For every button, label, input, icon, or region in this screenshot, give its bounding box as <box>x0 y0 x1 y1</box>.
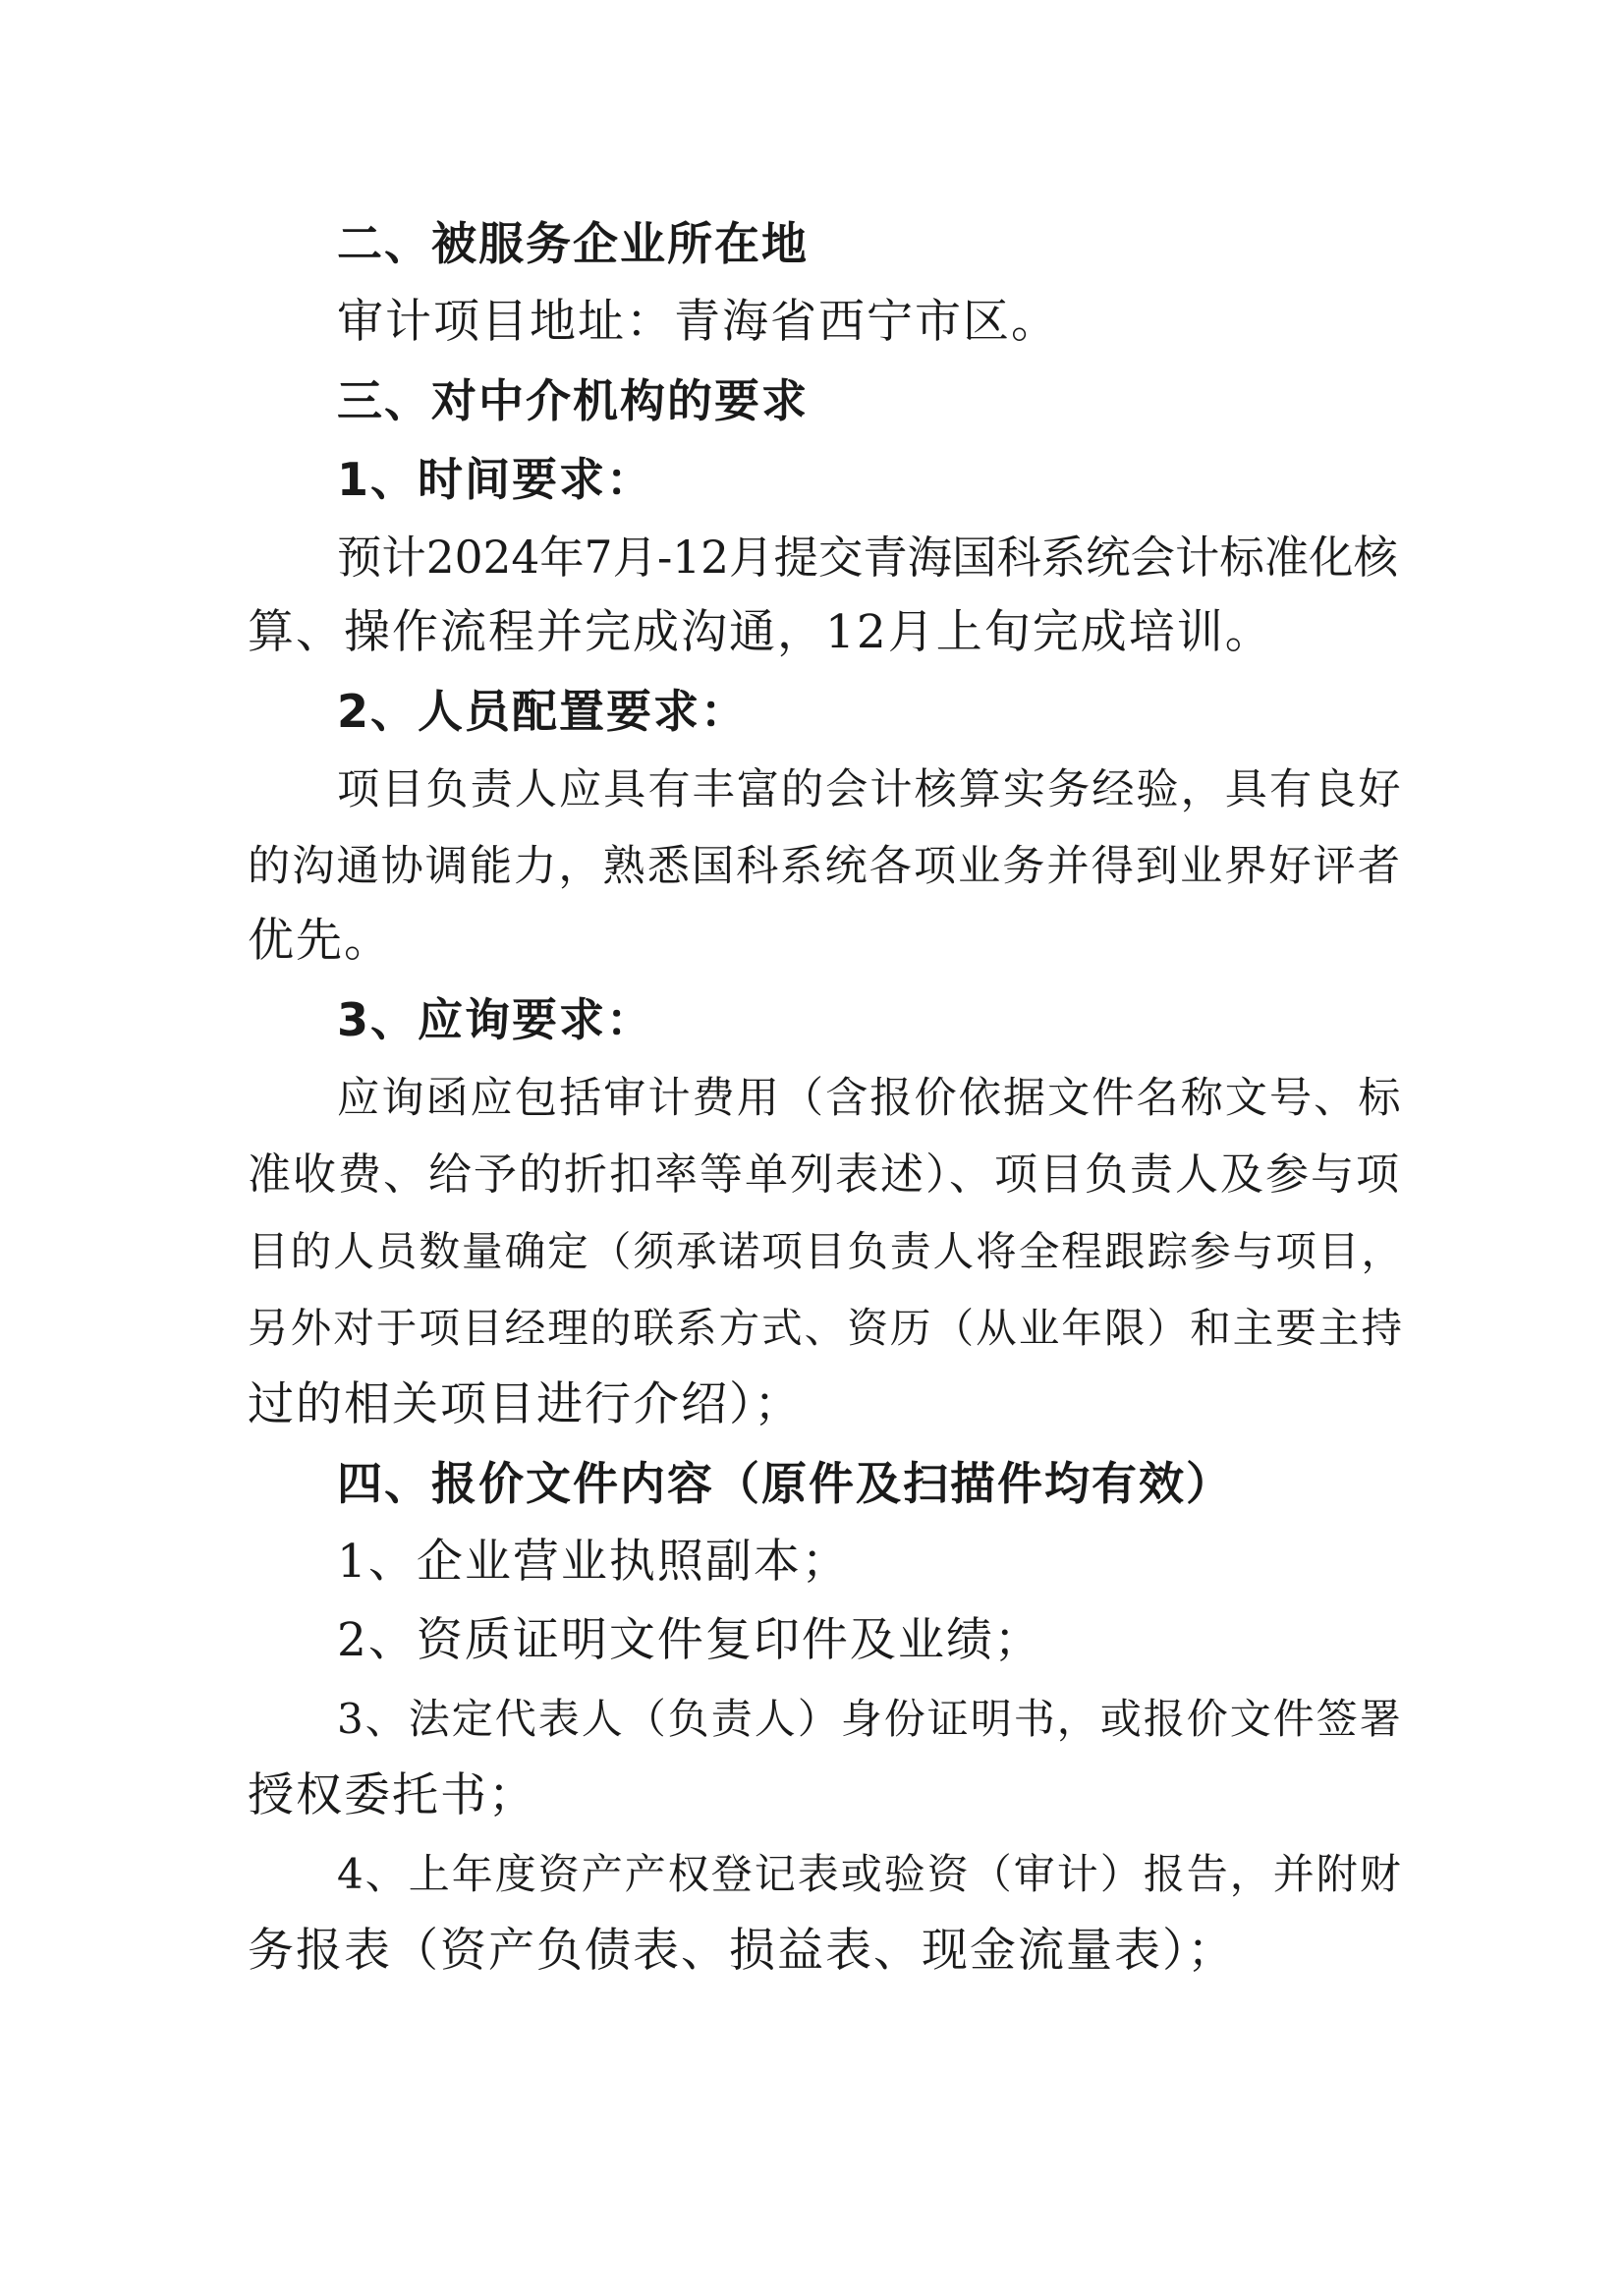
time-requirement-line-2: 算、操作流程并完成沟通，12月上旬完成培训。 <box>248 605 1273 659</box>
inquiry-requirement-line-5: 过的相关项目进行介绍）； <box>248 1377 803 1431</box>
doc-item-4-line-1: 4、上年度资产产权登记表或验资（审计）报告，并附财 <box>337 1850 1403 1898</box>
inquiry-requirement-line-1: 应询函应包括审计费用（含报价依据文件名称文号、标 <box>337 1074 1403 1123</box>
inquiry-requirement-heading: 3、应询要求： <box>337 993 654 1046</box>
audit-address-line: 审计项目地址：青海省西宁市区。 <box>337 295 1059 349</box>
doc-item-1: 1、企业营业执照副本； <box>337 1535 850 1589</box>
doc-item-2: 2、资质证明文件复印件及业绩； <box>337 1613 1042 1667</box>
section-3-heading: 三、对中介机构的要求 <box>337 374 809 427</box>
doc-item-3-line-2: 授权委托书； <box>248 1768 536 1822</box>
staff-requirement-heading: 2、人员配置要求： <box>337 685 749 738</box>
staff-requirement-line-1: 项目负责人应具有丰富的会计核算实务经验，具有良好 <box>337 765 1403 814</box>
time-requirement-line-1: 预计2024年7月-12月提交青海国科系统会计标准化核 <box>337 532 1398 584</box>
section-2-heading: 二、被服务企业所在地 <box>337 217 809 270</box>
time-requirement-heading: 1、时间要求： <box>337 453 654 506</box>
staff-requirement-line-3: 优先。 <box>248 914 392 968</box>
inquiry-requirement-line-3: 目的人员数量确定（须承诺项目负责人将全程跟踪参与项目， <box>248 1227 1405 1275</box>
doc-item-3-line-1: 3、法定代表人（负责人）身份证明书，或报价文件签署 <box>337 1695 1403 1743</box>
staff-requirement-line-2: 的沟通协调能力，熟悉国科系统各项业务并得到业界好评者 <box>248 842 1402 891</box>
doc-item-4-line-2: 务报表（资产负债表、损益表、现金流量表）； <box>248 1924 1236 1978</box>
inquiry-requirement-line-2: 准收费、给予的折扣率等单列表述）、项目负责人及参与项 <box>248 1149 1401 1200</box>
section-4-heading: 四、报价文件内容（原件及扫描件均有效） <box>337 1457 1233 1510</box>
inquiry-requirement-line-4: 另外对于项目经理的联系方式、资历（从业年限）和主要主持 <box>248 1304 1405 1352</box>
